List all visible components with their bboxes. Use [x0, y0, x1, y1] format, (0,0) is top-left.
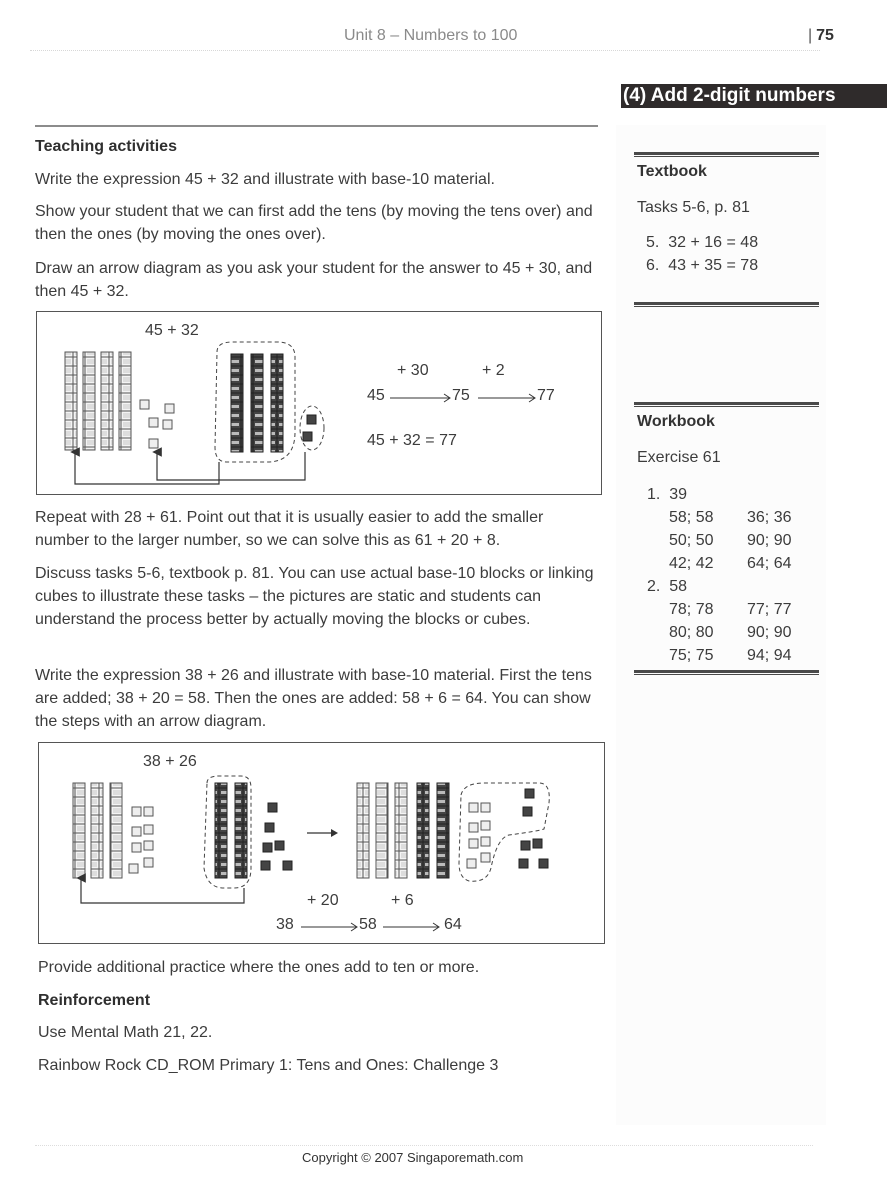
- diagram-1-end: 77: [537, 387, 555, 404]
- header-divider: [30, 50, 820, 51]
- workbook-bottom-rule: [634, 670, 819, 675]
- diagram-2-start: 38: [276, 916, 294, 933]
- diagram-1-expression: 45 + 32: [145, 322, 199, 339]
- item-number: 6.: [646, 257, 660, 274]
- group-number: 2.: [647, 578, 661, 595]
- diagram-1-step2-label: + 2: [482, 362, 505, 379]
- answer-row: 75; 75 94; 94: [669, 647, 792, 664]
- paragraph-7: Provide additional practice where the ones add to ten or more.: [38, 959, 480, 976]
- diagram-2-step1-label: + 20: [307, 892, 339, 909]
- diagram-45-plus-32: [36, 311, 602, 495]
- tens-rods-dark: [231, 354, 283, 452]
- answer-row: 42; 42 64; 64: [669, 555, 792, 572]
- lesson-title-banner: (4) Add 2-digit numbers: [621, 84, 887, 108]
- answer-row: 58; 58 36; 36: [669, 509, 792, 526]
- page-number: | 75: [808, 27, 834, 44]
- tens-rods-combined: [357, 783, 449, 878]
- unit-title: Unit 8 – Numbers to 100: [344, 27, 518, 44]
- base-ten-blocks-illustration-1: [37, 312, 601, 494]
- paragraph-4: Repeat with 28 + 61. Point out that it is usually easier to add the smaller number to the larger number, so we can solve this as 61 + 20 + 8.: [35, 509, 544, 549]
- page-number-value: 75: [816, 27, 834, 44]
- group-number: 1.: [647, 486, 661, 503]
- tens-rods-light: [65, 352, 131, 450]
- teaching-activities-heading: Teaching activities: [35, 138, 177, 155]
- move-arrows: [75, 452, 305, 484]
- paragraph-8: Use Mental Math 21, 22.: [38, 1024, 213, 1041]
- workbook-subtitle: Exercise 61: [637, 449, 721, 466]
- ones-cubes-dark-left: [261, 803, 292, 870]
- diagram-1-result: 45 + 32 = 77: [367, 432, 457, 449]
- base-ten-blocks-illustration-2: [39, 743, 604, 943]
- ones-cubes-light-left: [129, 807, 153, 873]
- diagram-1-step1-label: + 30: [397, 362, 429, 379]
- textbook-subtitle: Tasks 5-6, p. 81: [637, 199, 750, 216]
- item-text: 32 + 16 = 48: [668, 234, 759, 251]
- diagram-2-step2-label: + 6: [391, 892, 414, 909]
- move-arrow-2: [81, 878, 244, 903]
- transform-arrow: [307, 829, 338, 837]
- paragraph-6: Write the expression 38 + 26 and illustrate with base-10 material. First the tens are added; 38 + 20 = 58. Then the ones are added: 58 + 6 = 64. You can show the steps with an arrow diagram.: [35, 667, 592, 730]
- ones-cubes-light: [140, 400, 174, 448]
- item-text: 43 + 35 = 78: [668, 257, 759, 274]
- paragraph-3: Draw an arrow diagram as you ask your student for the answer to 45 + 30, and then 45 + 32.: [35, 260, 593, 300]
- diagram-38-plus-26: [38, 742, 605, 944]
- diagram-2-expression: 38 + 26: [143, 753, 197, 770]
- tens-rods-dark-left: [215, 783, 247, 878]
- reinforcement-heading: Reinforcement: [38, 992, 151, 1009]
- workbook-group-1: [647, 483, 791, 667]
- textbook-bottom-rule: [634, 302, 819, 307]
- section-divider: [35, 125, 598, 127]
- diagram-1-middle: 75: [452, 387, 470, 404]
- diagram-2-end: 64: [444, 916, 462, 933]
- paragraph-5: Discuss tasks 5-6, textbook p. 81. You can use actual base-10 blocks or linking cubes to illustrate these tasks – the pictures are static and students can understand the process better by actually moving the blocks or cubes.: [35, 565, 594, 628]
- answer-row: 80; 80 90; 90: [669, 624, 792, 641]
- footer-divider: [35, 1145, 813, 1146]
- group-first-answer: 58: [669, 578, 688, 595]
- ones-cubes-combined-light: [467, 803, 490, 868]
- dashed-group-ones: [300, 406, 324, 450]
- workbook-heading: Workbook: [637, 413, 715, 430]
- textbook-item-5: [646, 234, 758, 252]
- paragraph-9: Rainbow Rock CD_ROM Primary 1: Tens and Ones: Challenge 3: [38, 1057, 499, 1074]
- paragraph-1: Write the expression 45 + 32 and illustrate with base-10 material.: [35, 171, 495, 188]
- paragraph-2: Show your student that we can first add the tens (by moving the tens over) and then the ones (by moving the ones over).: [35, 203, 593, 243]
- tens-rods-light-left: [73, 783, 122, 878]
- ones-cubes-dark: [303, 415, 316, 441]
- copyright: Copyright © 2007 Singaporemath.com: [302, 1150, 524, 1165]
- diagram-2-middle: 58: [359, 916, 377, 933]
- workbook-top-rule: [634, 402, 819, 407]
- answer-row: 78; 78 77; 77: [669, 601, 792, 618]
- textbook-item-6: [646, 257, 758, 275]
- group-first-answer: 39: [669, 486, 688, 503]
- textbook-top-rule: [634, 152, 819, 157]
- diagram-1-start: 45: [367, 387, 385, 404]
- answer-row: 50; 50 90; 90: [669, 532, 792, 549]
- textbook-heading: Textbook: [637, 163, 707, 180]
- item-number: 5.: [646, 234, 660, 251]
